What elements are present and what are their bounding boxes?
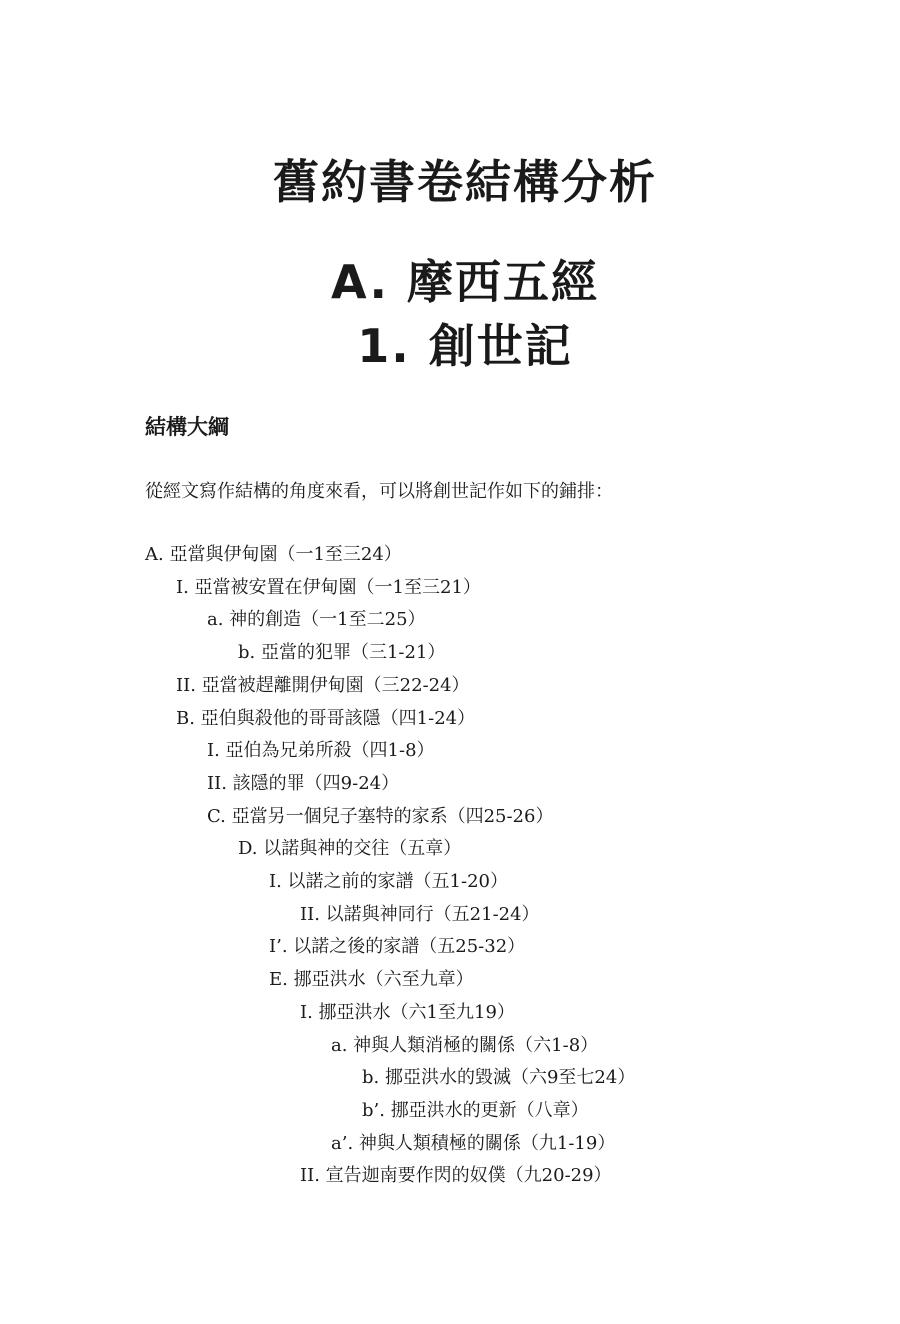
outline-item: II. 以諾與神同行（五21-24） [300,903,540,925]
outline-item: II. 亞當被趕離開伊甸園（三22-24） [176,674,470,696]
outline-item: A. 亞當與伊甸園（一1至三24） [145,544,402,565]
outline-item: a. 神的創造（一1至二25） [207,609,426,631]
outline-item: C. 亞當另一個兒子塞特的家系（四25-26） [207,805,554,827]
outline-item: E. 挪亞洪水（六至九章） [269,969,474,991]
outline-item: II. 該隱的罪（四9-24） [207,772,400,794]
outline-item: B. 亞伯與殺他的哥哥該隱（四1-24） [176,707,476,729]
outline-item: D. 以諾與神的交往（五章） [238,838,462,860]
book-title: 1. 創世記 [357,319,573,373]
section-title: A. 摩西五經 [331,255,599,309]
outline-item: II. 宣告迦南要作閃的奴僕（九20-29） [300,1165,612,1187]
outline-item: I’. 以諾之後的家譜（五25-32） [269,936,526,958]
intro-paragraph: 從經文寫作結構的角度來看，可以將創世記作如下的鋪排： [145,481,613,502]
outline-item: I. 以諾之前的家譜（五1-20） [269,871,508,892]
outline-item: I. 亞伯為兄弟所殺（四1-8） [207,740,435,762]
outline-item: b. 挪亞洪水的毀滅（六9至七24） [362,1067,636,1089]
outline-item: a. 神與人類消極的關係（六1-8） [331,1034,599,1056]
outline-item: a’. 神與人類積極的關係（九1-19） [331,1132,616,1154]
outline-item: I. 挪亞洪水（六1至九19） [300,1001,515,1023]
outline-item: I. 亞當被安置在伊甸園（一1至三21） [176,576,481,598]
book-series-title: 舊約書卷結構分析 [273,155,657,209]
outline-heading: 結構大綱 [145,415,229,439]
outline-item: b. 亞當的犯罪（三1-21） [238,642,446,664]
outline-item: b’. 挪亞洪水的更新（八章） [362,1099,589,1121]
